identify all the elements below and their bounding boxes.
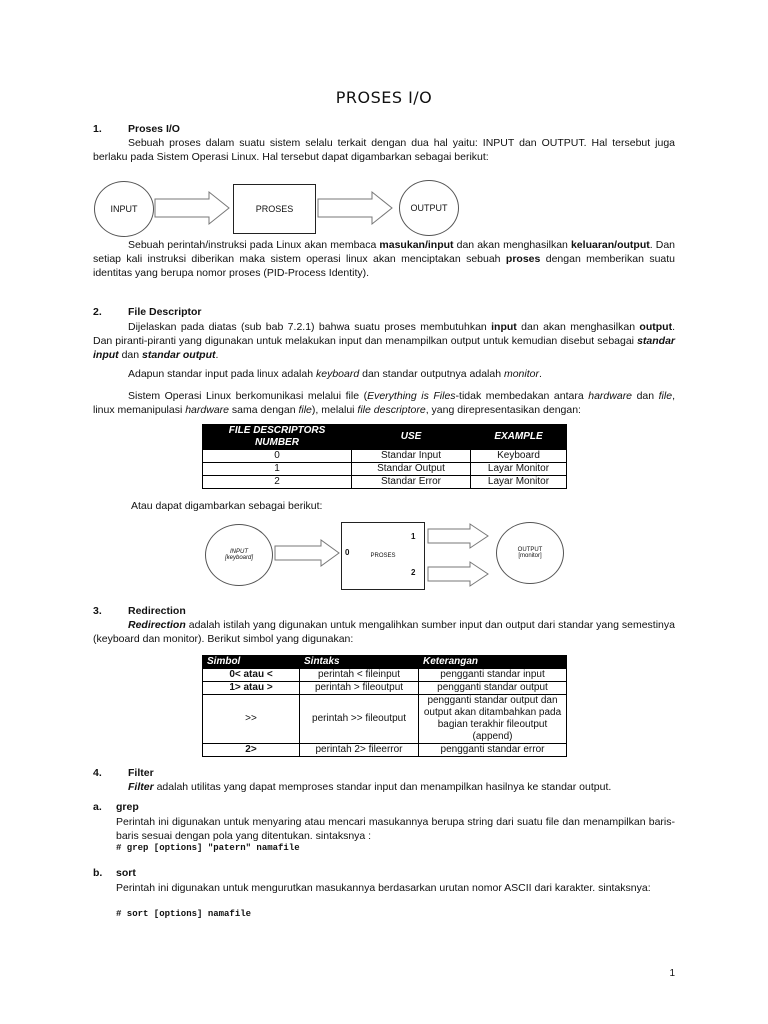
file-descriptor-table (202, 424, 567, 489)
paragraph: Sebuah proses dalam suatu sistem selalu terkait dengan dua hal yaitu: INPUT dan OUTPUT. Hal tersebut juga berlaku pada Sistem Operasi Linux. Hal tersebut dapat digambarkan sebagai berikut: (93, 137, 675, 163)
table-header: EXAMPLE (471, 425, 567, 450)
table-cell: perintah >> fileoutput (300, 695, 419, 744)
table-cell: perintah < fileinput (300, 669, 419, 682)
paragraph: Perintah ini digunakan untuk menyaring atau mencari masukannya berupa string dari suatu file dan menampilkan baris-baris sesuai dengan pola yang ditentukan. sintaksnya : (116, 816, 675, 842)
paragraph: Filter adalah utilitas yang dapat memproses standar input dan menampilkan hasilnya ke standar output. (128, 781, 612, 793)
fd-number-0: 0 (345, 548, 350, 557)
table-cell: 1 (203, 463, 352, 476)
table-cell: pengganti standar input (419, 669, 567, 682)
code-snippet: # grep [options] "patern" namafile (116, 843, 300, 853)
output-label: OUTPUT (517, 547, 543, 553)
table-header: USE (352, 425, 471, 450)
table-header: FILE DESCRIPTORS NUMBER (203, 425, 352, 450)
paragraph: Dijelaskan pada diatas (sub bab 7.2.1) bahwa suatu proses membutuhkan input dan akan menghasilkan output. Dan piranti-piranti yang digunakan untuk melakukan input dan menampilkan output untuk kemudian disebut sebagai standar input dan standar output. (93, 321, 675, 361)
table-row (203, 744, 567, 757)
output-sublabel: [monitor] (518, 553, 542, 559)
paragraph: Sistem Operasi Linux berkomunikasi melalui file (Everything is Files-tidak membedakan antara hardware dan file, linux memanipulasi hardware sama dengan file), melalui file descriptore, yang direpresentasikan dengan: (93, 390, 675, 416)
table-header: Simbol (203, 656, 300, 669)
table-cell: Standar Input (352, 450, 471, 463)
arrow-icon (153, 190, 233, 226)
table-header: Sintaks (300, 656, 419, 669)
output-node (399, 180, 459, 236)
page-number: 1 (669, 968, 675, 979)
input-label: INPUT (230, 549, 248, 555)
table-row (203, 463, 567, 476)
process-label: PROSES (370, 553, 396, 559)
table-cell: Layar Monitor (471, 463, 567, 476)
arrow-icon (273, 538, 341, 568)
table-cell: Standar Output (352, 463, 471, 476)
section-heading: Redirection (128, 605, 186, 617)
process-node (233, 184, 316, 234)
input-node (94, 181, 154, 237)
table-cell: pengganti standar error (419, 744, 567, 757)
table-row (203, 476, 567, 489)
table-cell: 1> atau > (203, 682, 300, 695)
table-cell: Keyboard (471, 450, 567, 463)
input-label: INPUT (110, 204, 138, 214)
table-cell: Standar Error (352, 476, 471, 489)
output-label: OUTPUT (410, 203, 448, 213)
section-heading: File Descriptor (128, 306, 202, 318)
table-cell: pengganti standar output dan output akan ditambahkan pada bagian terakhir fileoutput (append) (419, 695, 567, 744)
table-header-row (203, 425, 567, 450)
input-sublabel: [keyboard] (224, 555, 254, 561)
section-number: 1. (93, 123, 102, 135)
paragraph: Adapun standar input pada linux adalah keyboard dan standar outputnya adalah monitor. (128, 368, 542, 380)
input-node (205, 524, 273, 586)
table-row (203, 695, 567, 744)
redirection-table (202, 655, 567, 757)
subsection-heading: grep (116, 801, 139, 813)
table-cell: perintah > fileoutput (300, 682, 419, 695)
table-cell: >> (203, 695, 300, 744)
arrow-icon (316, 190, 396, 226)
table-header-row (203, 656, 567, 669)
table-row (203, 669, 567, 682)
code-snippet: # sort [options] namafile (116, 909, 252, 919)
arrow-icon (426, 522, 490, 550)
fd-number-1: 1 (411, 532, 416, 541)
section-heading: Filter (128, 767, 154, 779)
section-number: 4. (93, 767, 102, 779)
section-number: 3. (93, 605, 102, 617)
output-node (496, 522, 564, 584)
table-cell: pengganti standar output (419, 682, 567, 695)
table-cell: 0 (203, 450, 352, 463)
subsection-heading: sort (116, 867, 136, 879)
subsection-letter: a. (93, 801, 102, 813)
paragraph: Atau dapat digambarkan sebagai berikut: (131, 500, 323, 512)
process-label: PROSES (255, 204, 294, 214)
table-row (203, 682, 567, 695)
paragraph: Sebuah perintah/instruksi pada Linux akan membaca masukan/input dan akan menghasilkan keluaran/output. Dan setiap kali instruksi diberikan maka sistem operasi linux akan menciptakan sebuah proses dengan memberikan suatu identitas yang berupa nomor proses (PID-Process Identity). (93, 239, 676, 279)
section-heading: Proses I/O (128, 123, 180, 135)
table-cell: 0< atau < (203, 669, 300, 682)
fd-number-2: 2 (411, 568, 416, 577)
paragraph: Redirection adalah istilah yang digunakan untuk mengalihkan sumber input dan output dari standar yang semestinya (keyboard dan monitor). Berikut simbol yang digunakan: (93, 619, 675, 645)
subsection-letter: b. (93, 867, 103, 879)
table-cell: perintah 2> fileerror (300, 744, 419, 757)
table-cell: Layar Monitor (471, 476, 567, 489)
paragraph: Perintah ini digunakan untuk mengurutkan masukannya berdasarkan urutan nomor ASCII dari karakter. sintaksnya: (116, 882, 651, 894)
arrow-icon (426, 560, 490, 588)
page-title: PROSES I/O (335, 88, 433, 107)
section-number: 2. (93, 306, 102, 318)
table-cell: 2 (203, 476, 352, 489)
table-header: Keterangan (419, 656, 567, 669)
table-cell: 2> (203, 744, 300, 757)
table-row (203, 450, 567, 463)
